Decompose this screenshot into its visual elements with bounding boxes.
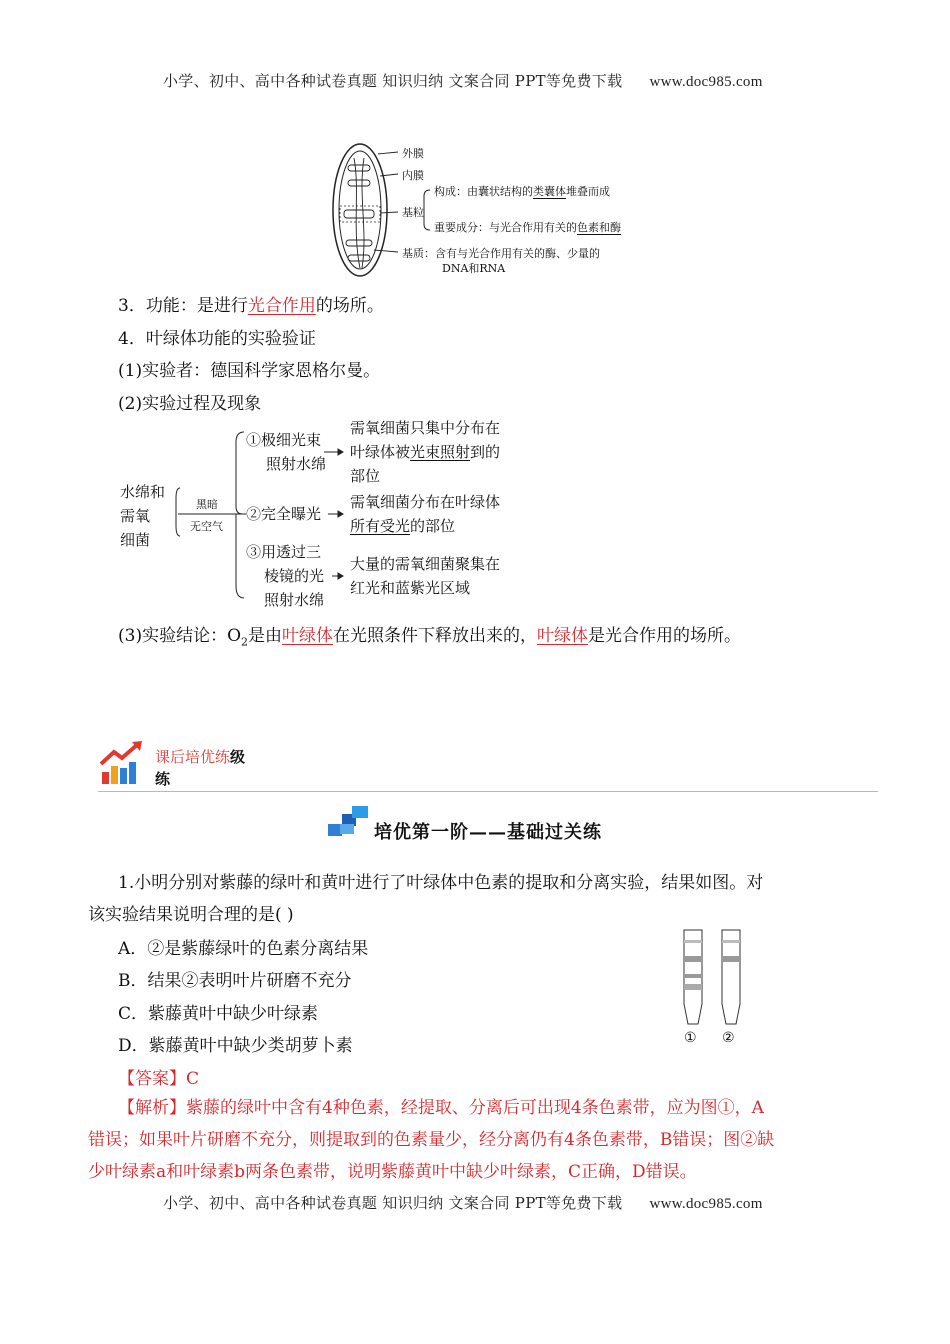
analysis-line-3: 少叶绿素a和叶绿素b两条色素带，说明紫藤黄叶中缺少叶绿素，C正确，D错误。	[88, 1162, 697, 1182]
paper-strips	[676, 926, 756, 1026]
label-grana-composition: 构成：由囊状结构的类囊体堆叠而成	[434, 185, 610, 198]
branch1-condition-1: ①极细光束	[246, 431, 322, 449]
branch2-result-1: 需氧细菌分布在叶绿体	[350, 493, 501, 511]
page-footer	[163, 1192, 763, 1213]
branch3-condition-2: 棱镜的光	[264, 567, 325, 585]
item-experiment-title: 4．叶绿体功能的实验验证	[118, 329, 316, 349]
section-title: 培优第一阶——基础过关练	[374, 822, 602, 843]
question-stem-2: 该实验结果说明合理的是( )	[88, 905, 294, 925]
question-stem-1: 1.小明分别对紫藤的绿叶和黄叶进行了叶绿体中色素的提取和分离实验，结果如图。对	[118, 873, 764, 893]
header-text: 小学、初中、高中各种试卷真题 知识归纳 文案合同 PPT等免费下载	[163, 72, 623, 90]
item-conclusion: (3)实验结论：$O_2$是由叶绿体在光照条件下释放出来的，叶绿体是光合作用的场所。	[118, 626, 742, 649]
stairs-icon	[328, 806, 372, 838]
label-stroma-2: DNA和RNA	[442, 262, 506, 275]
option-c: C．紫藤黄叶中缺少叶绿素	[118, 1004, 319, 1024]
analysis-line-2: 错误；如果叶片研磨不充分，则提取到的色素量少，经分离仍有4条色素带，B错误；图②缺	[88, 1130, 775, 1150]
answer-line	[118, 1064, 199, 1089]
option-d: D．紫藤黄叶中缺少类胡萝卜素	[118, 1036, 353, 1056]
branch3-condition-1: ③用透过三	[246, 543, 322, 561]
branch3-condition-3: 照射水绵	[264, 591, 325, 609]
strip-label-2: ②	[722, 1030, 735, 1046]
chart-growth-icon	[98, 740, 148, 786]
item-experimenter: (1)实验者：德国科学家恩格尔曼。	[118, 361, 381, 381]
branch1-result-3: 部位	[350, 467, 381, 485]
flow-subject-1: 水绵和	[120, 483, 166, 501]
answer-label: 【答案】	[118, 1069, 186, 1089]
banner-heading-2: 练	[155, 770, 171, 788]
branch1-result-2: 叶绿体被光束照射到的	[350, 443, 501, 461]
flow-subject-2: 需氧	[120, 507, 151, 525]
banner-divider	[98, 791, 878, 792]
option-a: A．②是紫藤绿叶的色素分离结果	[118, 939, 369, 959]
label-grana-components: 重要成分：与光合作用有关的色素和酶	[434, 221, 621, 234]
option-b: B．结果②表明叶片研磨不充分	[118, 971, 352, 991]
label-stroma: 基质：含有与光合作用有关的酶、少量的	[402, 247, 600, 260]
branch2-result-2: 所有受光的部位	[350, 517, 456, 535]
flow-condition-no-air: 无空气	[190, 520, 223, 533]
flow-condition-dark: 黑暗	[196, 498, 218, 511]
footer-url[interactable]: www.doc985.com	[649, 1196, 763, 1212]
analysis-block	[88, 1092, 878, 1188]
banner-heading: 课后培优练级	[155, 748, 246, 766]
branch3-result-2: 红光和蓝紫光区域	[350, 579, 471, 597]
footer-text: 小学、初中、高中各种试卷真题 知识归纳 文案合同 PPT等免费下载	[163, 1194, 623, 1212]
branch2-condition: ②完全曝光	[246, 505, 322, 523]
label-outer-membrane: 外膜	[402, 147, 424, 160]
item-process-title: (2)实验过程及现象	[118, 394, 262, 414]
analysis-line-1: 紫藤的绿叶中含有4种色素，经提取、分离后可出现4条色素带，应为图①，A	[186, 1098, 764, 1118]
label-grana: 基粒	[402, 206, 424, 219]
answer-value: C	[186, 1069, 200, 1089]
branch3-result-1: 大量的需氧细菌聚集在	[350, 555, 501, 573]
chloroplast-diagram	[330, 140, 660, 280]
item-function: 3．功能：是进行光合作用的场所。	[118, 296, 384, 316]
analysis-label: 【解析】	[118, 1098, 186, 1118]
page-header	[163, 70, 763, 91]
branch1-condition-2: 照射水绵	[266, 455, 327, 473]
chromatography-figure	[676, 926, 756, 1050]
flow-subject-3: 细菌	[120, 531, 151, 549]
experiment-flow-diagram	[118, 418, 538, 613]
strip-label-1: ①	[684, 1030, 697, 1046]
header-url[interactable]: www.doc985.com	[649, 74, 763, 90]
branch1-result-1: 需氧细菌只集中分布在	[350, 419, 501, 437]
label-inner-membrane: 内膜	[402, 169, 424, 182]
